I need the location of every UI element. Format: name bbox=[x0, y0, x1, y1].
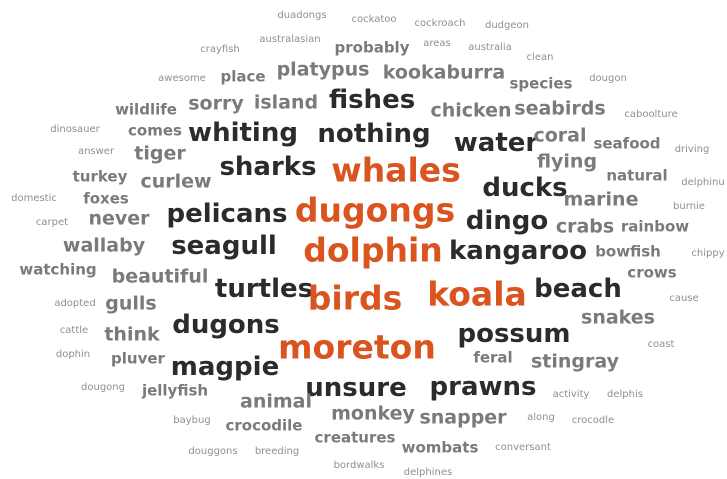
word-never: never bbox=[88, 207, 150, 230]
word-dudgeon: dudgeon bbox=[485, 20, 529, 31]
word-beach: beach bbox=[534, 274, 622, 304]
word-tiger: tiger bbox=[134, 142, 186, 165]
word-gulls: gulls bbox=[105, 292, 157, 315]
word-curlew: curlew bbox=[140, 170, 212, 193]
word-burnie: burnie bbox=[673, 201, 705, 212]
word-cattle: cattle bbox=[59, 325, 89, 336]
word-bowfish: bowfish bbox=[595, 242, 661, 261]
word-nothing: nothing bbox=[317, 119, 431, 149]
word-whiting: whiting bbox=[188, 118, 298, 148]
word-australasian: australasian bbox=[259, 34, 321, 45]
word-awesome: awesome bbox=[158, 73, 206, 84]
word-kookaburra: kookaburra bbox=[382, 61, 506, 84]
word-wombats: wombats bbox=[401, 438, 479, 457]
word-feral: feral bbox=[473, 348, 513, 367]
word-activity: activity bbox=[552, 389, 590, 400]
word-foxes: foxes bbox=[83, 189, 129, 208]
word-moreton: moreton bbox=[278, 327, 436, 367]
word-domestic: domestic bbox=[11, 193, 57, 204]
word-australia: australia bbox=[468, 42, 512, 53]
word-snakes: snakes bbox=[581, 306, 655, 329]
word-place: place bbox=[220, 67, 266, 86]
word-animal: animal bbox=[240, 390, 312, 413]
word-dinosauer: dinosauer bbox=[50, 124, 100, 135]
word-baybug: baybug bbox=[173, 415, 211, 426]
word-kangaroo: kangaroo bbox=[448, 236, 588, 266]
word-prawns: prawns bbox=[429, 372, 537, 402]
word-watching: watching bbox=[19, 260, 97, 279]
word-pluver: pluver bbox=[111, 349, 165, 368]
word-dougon: dougon bbox=[589, 73, 627, 84]
word-delphines: delphines bbox=[403, 467, 453, 478]
word-natural: natural bbox=[606, 166, 668, 185]
word-wallaby: wallaby bbox=[62, 234, 146, 257]
word-caboolture: caboolture bbox=[624, 109, 678, 120]
word-platypus: platypus bbox=[276, 58, 370, 81]
word-cockatoo: cockatoo bbox=[351, 14, 397, 25]
word-chippy: chippy bbox=[691, 248, 725, 259]
word-carpet: carpet bbox=[35, 217, 69, 228]
word-snapper: snapper bbox=[419, 406, 507, 429]
word-unsure: unsure bbox=[305, 373, 407, 403]
word-dugons: dugons bbox=[172, 310, 280, 340]
word-clean: clean bbox=[526, 52, 554, 63]
word-birds: birds bbox=[307, 278, 403, 318]
word-stingray: stingray bbox=[530, 350, 620, 373]
word-areas: areas bbox=[423, 38, 451, 49]
word-wildlife: wildlife bbox=[115, 100, 177, 119]
word-dingo: dingo bbox=[465, 206, 549, 236]
word-seafood: seafood bbox=[593, 134, 661, 153]
word-water: water bbox=[453, 128, 539, 158]
word-pelicans: pelicans bbox=[166, 199, 288, 229]
word-species: species bbox=[509, 74, 573, 93]
word-answer: answer bbox=[77, 146, 115, 157]
word-dougong: dougong bbox=[81, 382, 125, 393]
word-driving: driving bbox=[674, 144, 710, 155]
word-crabs: crabs bbox=[555, 215, 615, 238]
word-fishes: fishes bbox=[328, 85, 416, 115]
word-marine: marine bbox=[563, 188, 639, 211]
word-crayfish: crayfish bbox=[200, 44, 240, 55]
word-crocodile: crocodile bbox=[225, 416, 303, 435]
word-dugongs: dugongs bbox=[294, 190, 456, 230]
word-along: along bbox=[527, 412, 555, 423]
word-coral: coral bbox=[533, 124, 587, 147]
word-adopted: adopted bbox=[54, 298, 96, 309]
word-comes: comes bbox=[128, 121, 182, 140]
word-sorry: sorry bbox=[188, 92, 244, 115]
word-turtles: turtles bbox=[214, 274, 314, 304]
word-crocodle: crocodle bbox=[571, 415, 615, 426]
word-turkey: turkey bbox=[72, 167, 128, 186]
word-think: think bbox=[104, 323, 160, 346]
word-cockroach: cockroach bbox=[414, 18, 466, 29]
word-cause: cause bbox=[669, 293, 699, 304]
word-chicken: chicken bbox=[430, 99, 512, 122]
word-probably: probably bbox=[334, 38, 410, 57]
word-ducks: ducks bbox=[482, 173, 568, 203]
word-duadongs: duadongs bbox=[277, 10, 327, 21]
word-dophin: dophin bbox=[55, 349, 91, 360]
word-douggons: douggons bbox=[188, 446, 238, 457]
word-crows: crows bbox=[627, 263, 677, 282]
word-seagull: seagull bbox=[171, 231, 277, 261]
word-dolphin: dolphin bbox=[303, 230, 443, 270]
word-breeding: breeding bbox=[254, 446, 300, 457]
word-monkey: monkey bbox=[331, 402, 415, 425]
word-delphinu: delphinu bbox=[681, 177, 725, 188]
word-seabirds: seabirds bbox=[514, 97, 606, 120]
word-whales: whales bbox=[331, 150, 461, 190]
word-beautiful: beautiful bbox=[111, 265, 209, 288]
word-jellyfish: jellyfish bbox=[141, 381, 209, 400]
word-conversant: conversant bbox=[495, 442, 551, 453]
word-rainbow: rainbow bbox=[620, 217, 690, 236]
word-flying: flying bbox=[536, 150, 598, 173]
word-possum: possum bbox=[457, 319, 571, 349]
word-island: island bbox=[253, 91, 319, 114]
word-creatures: creatures bbox=[314, 428, 396, 447]
word-coast: coast bbox=[647, 339, 675, 350]
word-koala: koala bbox=[427, 274, 527, 314]
word-delphis: delphis bbox=[607, 389, 643, 400]
word-sharks: sharks bbox=[219, 152, 317, 182]
word-magpie: magpie bbox=[170, 352, 280, 382]
word-bordwalks: bordwalks bbox=[333, 460, 385, 471]
